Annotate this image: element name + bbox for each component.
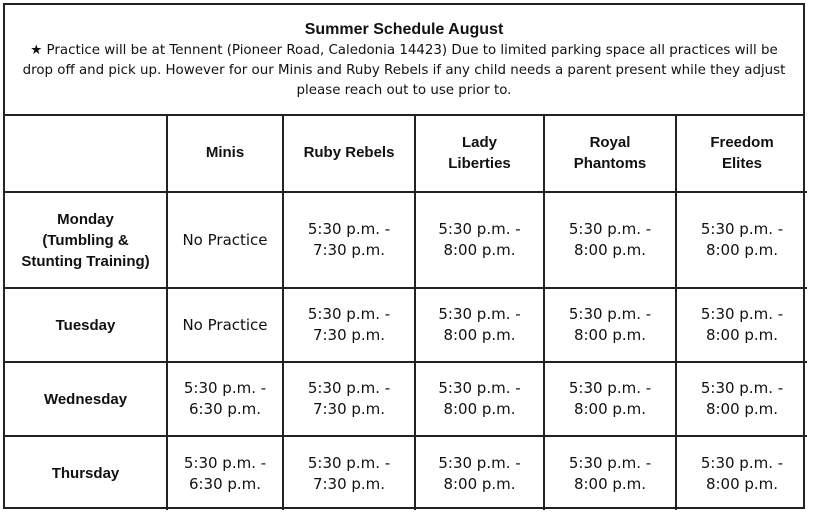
row-label-wednesday: Wednesday xyxy=(5,362,167,436)
cell-wednesday-ruby-rebels: 5:30 p.m. - 7:30 p.m. xyxy=(283,362,415,436)
cell-wednesday-freedom-elites: 5:30 p.m. - 8:00 p.m. xyxy=(676,362,807,436)
cell-monday-freedom-elites: 5:30 p.m. - 8:00 p.m. xyxy=(676,192,807,288)
practice-note: ★ Practice will be at Tennent (Pioneer Road, Caledonia 14423) Due to limited parking space all practices will be drop off and pick up. However for our Minis and Ruby Rebels if any child needs a parent present while they adjust please reach out to use prior to. xyxy=(22,43,786,98)
cell-monday-lady-liberties: 5:30 p.m. - 8:00 p.m. xyxy=(415,192,544,288)
schedule-header xyxy=(5,5,803,116)
cell-tuesday-royal-phantoms: 5:30 p.m. - 8:00 p.m. xyxy=(544,288,676,362)
column-header-royal-phantoms: Royal Phantoms xyxy=(544,114,676,192)
cell-monday-ruby-rebels: 5:30 p.m. - 7:30 p.m. xyxy=(283,192,415,288)
column-header-ruby-rebels: Ruby Rebels xyxy=(283,114,415,192)
table-row-monday xyxy=(5,192,807,288)
table-header-row xyxy=(5,114,807,192)
cell-tuesday-minis: No Practice xyxy=(167,288,283,362)
cell-monday-minis: No Practice xyxy=(167,192,283,288)
schedule-table xyxy=(5,114,807,510)
cell-wednesday-lady-liberties: 5:30 p.m. - 8:00 p.m. xyxy=(415,362,544,436)
cell-monday-royal-phantoms: 5:30 p.m. - 8:00 p.m. xyxy=(544,192,676,288)
cell-tuesday-freedom-elites: 5:30 p.m. - 8:00 p.m. xyxy=(676,288,807,362)
cell-tuesday-ruby-rebels: 5:30 p.m. - 7:30 p.m. xyxy=(283,288,415,362)
row-label-tuesday: Tuesday xyxy=(5,288,167,362)
cell-thursday-royal-phantoms: 5:30 p.m. - 8:00 p.m. xyxy=(544,436,676,510)
cell-wednesday-royal-phantoms: 5:30 p.m. - 8:00 p.m. xyxy=(544,362,676,436)
column-header-minis: Minis xyxy=(167,114,283,192)
row-label-monday: Monday (Tumbling & Stunting Training) xyxy=(5,192,167,288)
column-header-lady-liberties: Lady Liberties xyxy=(415,114,544,192)
row-label-thursday: Thursday xyxy=(5,436,167,510)
schedule-title: Summer Schedule August xyxy=(304,21,504,38)
table-row-thursday xyxy=(5,436,807,510)
table-row-tuesday xyxy=(5,288,807,362)
column-header-blank xyxy=(5,114,167,192)
cell-wednesday-minis: 5:30 p.m. - 6:30 p.m. xyxy=(167,362,283,436)
cell-tuesday-lady-liberties: 5:30 p.m. - 8:00 p.m. xyxy=(415,288,544,362)
cell-thursday-freedom-elites: 5:30 p.m. - 8:00 p.m. xyxy=(676,436,807,510)
column-header-freedom-elites: Freedom Elites xyxy=(676,114,807,192)
cell-thursday-lady-liberties: 5:30 p.m. - 8:00 p.m. xyxy=(415,436,544,510)
cell-thursday-minis: 5:30 p.m. - 6:30 p.m. xyxy=(167,436,283,510)
table-row-wednesday xyxy=(5,362,807,436)
cell-thursday-ruby-rebels: 5:30 p.m. - 7:30 p.m. xyxy=(283,436,415,510)
schedule-sheet xyxy=(3,3,805,509)
